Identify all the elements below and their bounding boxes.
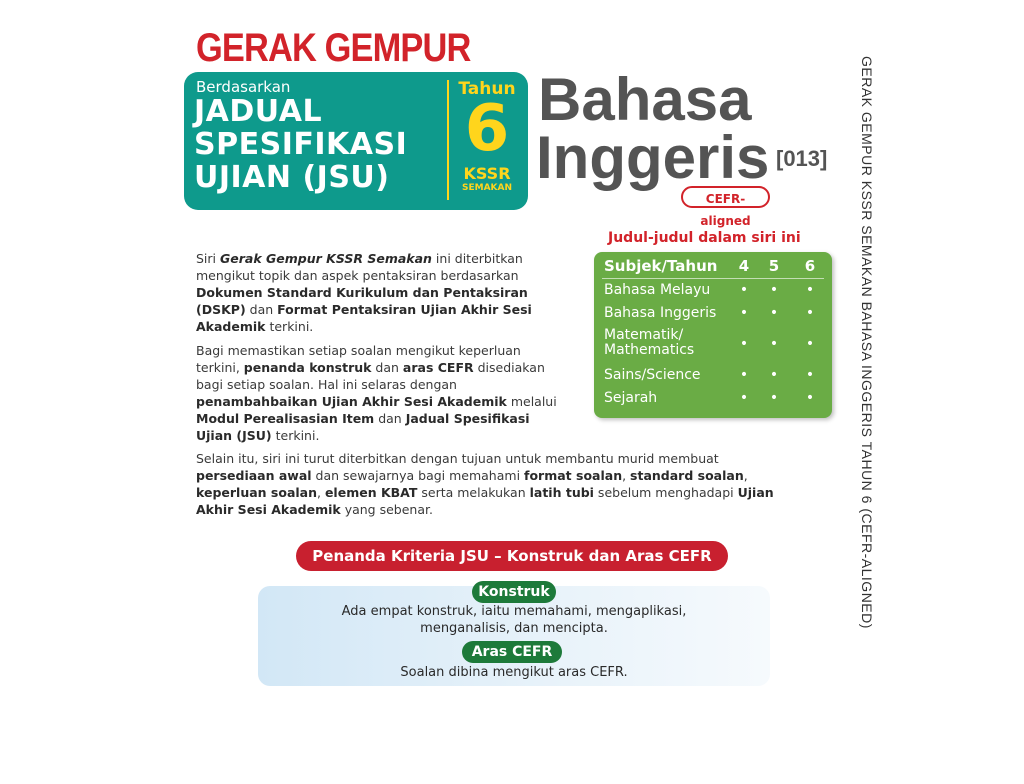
table-divider bbox=[602, 278, 824, 279]
jsu-line-2: SPESIFIKASI bbox=[194, 127, 408, 162]
book-spine-text: GERAK GEMPUR KSSR SEMAKAN BAHASA INGGERIS TAHUN 6 (CEFR-ALIGNED) bbox=[859, 56, 875, 629]
row-subject: Matematik/ Mathematics bbox=[604, 327, 695, 358]
row-mark: • bbox=[739, 282, 749, 298]
subject-title-line-2: Inggeris bbox=[536, 124, 770, 191]
row-mark: • bbox=[805, 305, 815, 321]
header-subject-year: Subjek/Tahun bbox=[604, 257, 718, 275]
intro-paragraph-3: Selain itu, siri ini turut diterbitkan dengan tujuan untuk membantu murid membuat persediaan awal dan sewajarnya bagi memahami format soalan, standard soalan, keperluan soalan, elemen KBAT serta melakukan latih tubi sebelum menghadapi Ujian Akhir Sesi Akademik yang sebenar. bbox=[196, 451, 774, 517]
row-mark: • bbox=[769, 390, 779, 406]
row-mark: • bbox=[769, 367, 779, 383]
aras-cefr-text: Soalan dibina mengikut aras CEFR. bbox=[400, 665, 628, 680]
konstruk-text-line-2: menganalisis, dan mencipta. bbox=[420, 621, 608, 636]
tahun-label: Tahun bbox=[458, 79, 516, 99]
row-subject: Bahasa Inggeris bbox=[604, 305, 717, 321]
series-brand: GERAK GEMPUR bbox=[196, 26, 471, 70]
kssr-label: KSSR bbox=[463, 164, 511, 183]
row-mark: • bbox=[769, 305, 779, 321]
series-titles-heading: Judul-judul dalam siri ini bbox=[608, 230, 801, 246]
header-year-5: 5 bbox=[768, 257, 780, 275]
row-subject: Bahasa Melayu bbox=[604, 282, 711, 298]
row-mark: • bbox=[769, 336, 779, 352]
row-mark: • bbox=[739, 367, 749, 383]
konstruk-text-line-1: Ada empat konstruk, iaitu memahami, mengaplikasi, bbox=[341, 604, 687, 619]
semakan-label: SEMAKAN bbox=[461, 183, 513, 193]
row-mark: • bbox=[805, 282, 815, 298]
intro-paragraph-2: Bagi memastikan setiap soalan mengikut keperluan terkini, penanda konstruk dan aras CEFR disediakan bagi setiap soalan. Hal ini selaras dengan penambahbaikan Ujian Akhir Sesi Akademik melalui Modul Perealisasian Item dan Jadual Spesifikasi Ujian (JSU) terkini. bbox=[196, 343, 557, 443]
row-mark: • bbox=[769, 282, 779, 298]
jsu-line-1: JADUAL bbox=[194, 94, 323, 129]
row-mark: • bbox=[805, 390, 815, 406]
row-mark: • bbox=[739, 305, 749, 321]
cefr-aligned-badge: CEFR-aligned bbox=[681, 186, 770, 208]
based-on-label: Berdasarkan bbox=[196, 78, 291, 96]
row-mark: • bbox=[739, 336, 749, 352]
intro-paragraph-1: Siri Gerak Gempur KSSR Semakan ini diterbitkan mengikut topik dan aspek pentaksiran berdasarkan Dokumen Standard Kurikulum dan Pentaksiran (DSKP) dan Format Pentaksiran Ujian Akhir Sesi Akademik terkini. bbox=[196, 251, 532, 334]
series-table bbox=[594, 252, 832, 418]
konstruk-label: Konstruk bbox=[472, 581, 556, 603]
row-subject: Sains/Science bbox=[604, 367, 701, 383]
jsu-line-3: UJIAN (JSU) bbox=[194, 160, 390, 195]
header-year-6: 6 bbox=[804, 257, 816, 275]
header-year-4: 4 bbox=[738, 257, 750, 275]
row-subject: Sejarah bbox=[604, 390, 658, 406]
row-mark: • bbox=[739, 390, 749, 406]
tahun-number: 6 bbox=[464, 92, 510, 166]
row-mark: • bbox=[805, 367, 815, 383]
aras-cefr-label: Aras CEFR bbox=[462, 641, 562, 663]
subject-code: [013] bbox=[776, 146, 828, 171]
subject-title-line-1: Bahasa bbox=[538, 66, 752, 133]
criteria-banner: Penanda Kriteria JSU – Konstruk dan Aras CEFR bbox=[296, 541, 728, 571]
jsu-divider bbox=[447, 80, 449, 200]
row-mark: • bbox=[805, 336, 815, 352]
